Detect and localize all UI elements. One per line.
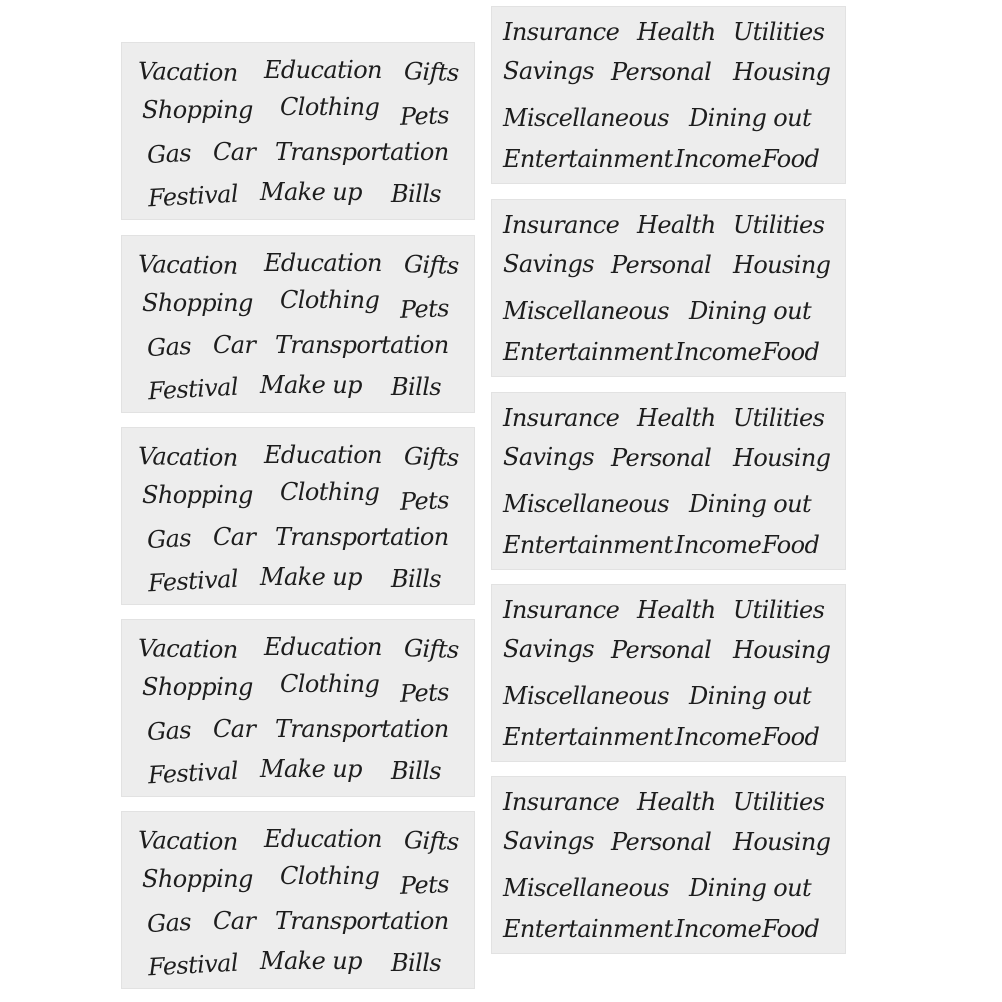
label-insurance: Insurance bbox=[503, 18, 620, 46]
label-bills: Bills bbox=[391, 565, 441, 593]
label-vacation: Vacation bbox=[137, 57, 238, 87]
label-food: Food bbox=[762, 145, 820, 173]
label-clothing: Clothing bbox=[280, 670, 380, 698]
label-utilities: Utilities bbox=[733, 788, 825, 816]
label-transportation: Transportation bbox=[275, 715, 449, 743]
label-bills: Bills bbox=[391, 373, 441, 401]
label-dining-out: Dining out bbox=[689, 682, 812, 710]
label-personal: Personal bbox=[611, 58, 712, 86]
label-clothing: Clothing bbox=[280, 478, 380, 506]
label-income: Income bbox=[675, 145, 762, 173]
label-transportation: Transportation bbox=[275, 331, 449, 359]
label-income: Income bbox=[675, 338, 762, 366]
label-pets: Pets bbox=[399, 678, 450, 708]
label-bills: Bills bbox=[391, 949, 441, 977]
label-housing: Housing bbox=[733, 251, 831, 279]
left-label-sheet bbox=[121, 42, 475, 220]
label-dining-out: Dining out bbox=[689, 490, 812, 518]
label-shopping: Shopping bbox=[142, 865, 253, 893]
label-gas: Gas bbox=[146, 523, 192, 555]
label-miscellaneous: Miscellaneous bbox=[503, 104, 669, 132]
label-make-up: Make up bbox=[260, 563, 362, 591]
label-utilities: Utilities bbox=[733, 211, 825, 239]
label-miscellaneous: Miscellaneous bbox=[503, 490, 669, 518]
label-festival: Festival bbox=[147, 948, 239, 982]
label-income: Income bbox=[675, 531, 762, 559]
label-pets: Pets bbox=[399, 294, 450, 324]
label-car: Car bbox=[213, 331, 256, 359]
label-shopping: Shopping bbox=[142, 96, 253, 124]
label-food: Food bbox=[762, 531, 820, 559]
label-festival: Festival bbox=[147, 564, 239, 598]
label-shopping: Shopping bbox=[142, 481, 253, 509]
left-label-sheet bbox=[121, 235, 475, 413]
label-insurance: Insurance bbox=[503, 596, 620, 624]
label-entertainment: Entertainment bbox=[503, 531, 673, 559]
right-label-sheet bbox=[491, 392, 846, 570]
label-transportation: Transportation bbox=[275, 138, 449, 166]
label-gifts: Gifts bbox=[403, 826, 460, 856]
label-car: Car bbox=[213, 138, 256, 166]
label-gifts: Gifts bbox=[403, 57, 460, 87]
label-personal: Personal bbox=[611, 828, 712, 856]
label-bills: Bills bbox=[391, 757, 441, 785]
label-personal: Personal bbox=[611, 636, 712, 664]
label-entertainment: Entertainment bbox=[503, 145, 673, 173]
left-label-sheet bbox=[121, 811, 475, 989]
label-car: Car bbox=[213, 715, 256, 743]
left-label-sheet bbox=[121, 427, 475, 605]
label-entertainment: Entertainment bbox=[503, 723, 673, 751]
label-insurance: Insurance bbox=[503, 788, 620, 816]
label-clothing: Clothing bbox=[280, 286, 380, 314]
label-savings: Savings bbox=[503, 443, 594, 471]
label-miscellaneous: Miscellaneous bbox=[503, 682, 669, 710]
label-gifts: Gifts bbox=[403, 634, 460, 664]
right-label-sheet bbox=[491, 776, 846, 954]
label-health: Health bbox=[637, 404, 716, 432]
right-label-sheet bbox=[491, 6, 846, 184]
label-vacation: Vacation bbox=[137, 826, 238, 856]
label-car: Car bbox=[213, 907, 256, 935]
label-gas: Gas bbox=[146, 331, 192, 363]
label-festival: Festival bbox=[147, 372, 239, 406]
label-vacation: Vacation bbox=[137, 442, 238, 472]
label-dining-out: Dining out bbox=[689, 104, 812, 132]
label-health: Health bbox=[637, 596, 716, 624]
label-savings: Savings bbox=[503, 57, 594, 85]
label-utilities: Utilities bbox=[733, 18, 825, 46]
label-festival: Festival bbox=[147, 756, 239, 790]
label-income: Income bbox=[675, 915, 762, 943]
label-make-up: Make up bbox=[260, 371, 362, 399]
label-education: Education bbox=[264, 441, 382, 469]
label-education: Education bbox=[264, 633, 382, 661]
label-housing: Housing bbox=[733, 636, 831, 664]
label-shopping: Shopping bbox=[142, 289, 253, 317]
label-utilities: Utilities bbox=[733, 404, 825, 432]
label-personal: Personal bbox=[611, 251, 712, 279]
label-car: Car bbox=[213, 523, 256, 551]
label-food: Food bbox=[762, 723, 820, 751]
label-health: Health bbox=[637, 211, 716, 239]
label-make-up: Make up bbox=[260, 755, 362, 783]
label-savings: Savings bbox=[503, 827, 594, 855]
label-housing: Housing bbox=[733, 58, 831, 86]
label-income: Income bbox=[675, 723, 762, 751]
label-housing: Housing bbox=[733, 444, 831, 472]
label-insurance: Insurance bbox=[503, 211, 620, 239]
label-gas: Gas bbox=[146, 138, 192, 170]
right-label-sheet bbox=[491, 584, 846, 762]
label-entertainment: Entertainment bbox=[503, 338, 673, 366]
label-gas: Gas bbox=[146, 907, 192, 939]
label-entertainment: Entertainment bbox=[503, 915, 673, 943]
label-food: Food bbox=[762, 338, 820, 366]
label-health: Health bbox=[637, 18, 716, 46]
label-miscellaneous: Miscellaneous bbox=[503, 297, 669, 325]
label-education: Education bbox=[264, 56, 382, 84]
label-housing: Housing bbox=[733, 828, 831, 856]
label-savings: Savings bbox=[503, 635, 594, 663]
label-personal: Personal bbox=[611, 444, 712, 472]
label-vacation: Vacation bbox=[137, 250, 238, 280]
label-clothing: Clothing bbox=[280, 862, 380, 890]
label-shopping: Shopping bbox=[142, 673, 253, 701]
label-clothing: Clothing bbox=[280, 93, 380, 121]
label-dining-out: Dining out bbox=[689, 297, 812, 325]
label-insurance: Insurance bbox=[503, 404, 620, 432]
label-pets: Pets bbox=[399, 486, 450, 516]
label-gifts: Gifts bbox=[403, 442, 460, 472]
label-education: Education bbox=[264, 249, 382, 277]
label-dining-out: Dining out bbox=[689, 874, 812, 902]
label-savings: Savings bbox=[503, 250, 594, 278]
label-bills: Bills bbox=[391, 180, 441, 208]
label-transportation: Transportation bbox=[275, 523, 449, 551]
label-pets: Pets bbox=[399, 870, 450, 900]
label-festival: Festival bbox=[147, 179, 239, 213]
label-make-up: Make up bbox=[260, 178, 362, 206]
label-vacation: Vacation bbox=[137, 634, 238, 664]
label-make-up: Make up bbox=[260, 947, 362, 975]
label-education: Education bbox=[264, 825, 382, 853]
label-health: Health bbox=[637, 788, 716, 816]
left-label-sheet bbox=[121, 619, 475, 797]
label-transportation: Transportation bbox=[275, 907, 449, 935]
label-gas: Gas bbox=[146, 715, 192, 747]
label-food: Food bbox=[762, 915, 820, 943]
right-label-sheet bbox=[491, 199, 846, 377]
label-miscellaneous: Miscellaneous bbox=[503, 874, 669, 902]
label-utilities: Utilities bbox=[733, 596, 825, 624]
label-pets: Pets bbox=[399, 101, 450, 131]
label-gifts: Gifts bbox=[403, 250, 460, 280]
